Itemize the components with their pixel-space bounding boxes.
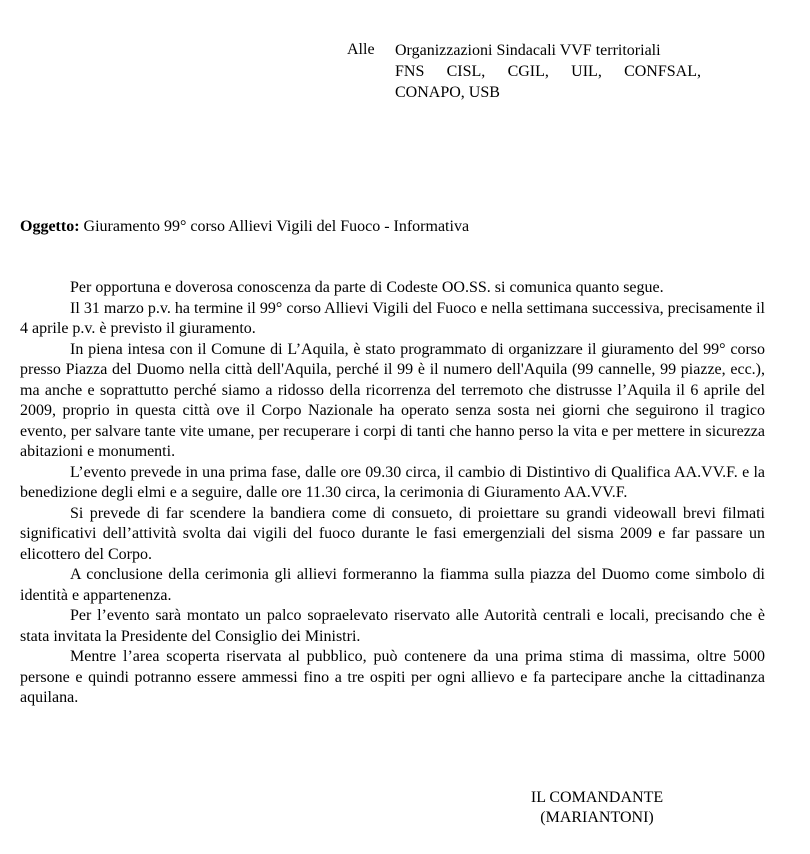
union-fns: FNS	[395, 63, 425, 80]
recipient-block	[347, 40, 767, 103]
signature-title: IL COMANDANTE	[530, 789, 664, 806]
signature-block	[512, 788, 682, 828]
paragraph-7: Per l’evento sarà montato un palco sopraelevato riservato alle Autorità centrali e locali, precisando che è stata invitata la Presidente del Consiglio dei Ministri.	[20, 607, 765, 645]
paragraph-1: Per opportuna e doverosa conoscenza da parte di Codeste OO.SS. si comunica quanto segue.	[70, 279, 664, 296]
letter-body	[20, 278, 765, 709]
recipient-line-3: CONAPO, USB	[395, 84, 500, 101]
paragraph-4: L’evento prevede in una prima fase, dalle ore 09.30 circa, il cambio di Distintivo di Qualifica AA.VV.F. e la benedizione degli elmi e a seguire, dalle ore 11.30 circa, la cerimonia di Giuramento AA.VV.F.	[20, 463, 765, 501]
subject-line	[20, 217, 780, 237]
signature-name: (MARIANTONI)	[540, 809, 654, 826]
paragraph-6: A conclusione della cerimonia gli allievi formeranno la fiamma sulla piazza del Duomo come simbolo di identità e appartenenza.	[20, 566, 765, 604]
recipient-prefix: Alle	[347, 41, 375, 58]
recipient-lines	[395, 40, 767, 103]
subject-label: Oggetto:	[20, 218, 80, 235]
paragraph-2: Il 31 marzo p.v. ha termine il 99° corso Allievi Vigili del Fuoco e nella settimana successiva, precisamente il 4 aprile p.v. è previsto il giuramento.	[20, 299, 765, 337]
paragraph-3: In piena intesa con il Comune di L’Aquila, è stato programmato di organizzare il giuramento del 99° corso presso Piazza del Duomo nella città dell'Aquila, perché il 99 è il numero dell'Aquila (99 cannelle, 99 piazze, ecc.), ma anche e soprattutto perché siamo a ridosso della ricorrenza del terremoto che distrusse l’Aquila il 6 aprile del 2009, proprio in questa città ove il Corpo Nazionale ha operato senza sosta nei giorni che seguirono il tragico evento, per salvare tante vite umane, per recuperare i corpi di tanti che hanno perso la vita e per mettere in sicurezza abitazioni e monumenti.	[20, 340, 765, 460]
union-cgil: CGIL,	[507, 63, 549, 80]
paragraph-5: Si prevede di far scendere la bandiera come di consueto, di proiettare su grandi videowall brevi filmati significativi dell’attività svolta dai vigili del fuoco durante le fasi emergenziali del sisma 2009 e far passare un elicottero del Corpo.	[20, 504, 765, 563]
paragraph-8: Mentre l’area scoperta riservata al pubblico, può contenere da una prima stima di massima, oltre 5000 persone e quindi potranno essere ammessi fino a tre ospiti per ogni allievo e fa partecipare anche la cittadinanza aquilana.	[20, 648, 765, 706]
recipient-line-2	[395, 61, 701, 82]
recipient-line-1: Organizzazioni Sindacali VVF territoriali	[395, 42, 661, 59]
union-uil: UIL,	[571, 63, 602, 80]
subject-text: Giuramento 99° corso Allievi Vigili del Fuoco - Informativa	[79, 218, 470, 235]
union-confsal: CONFSAL,	[624, 63, 701, 80]
union-cisl: CISL,	[446, 63, 486, 80]
